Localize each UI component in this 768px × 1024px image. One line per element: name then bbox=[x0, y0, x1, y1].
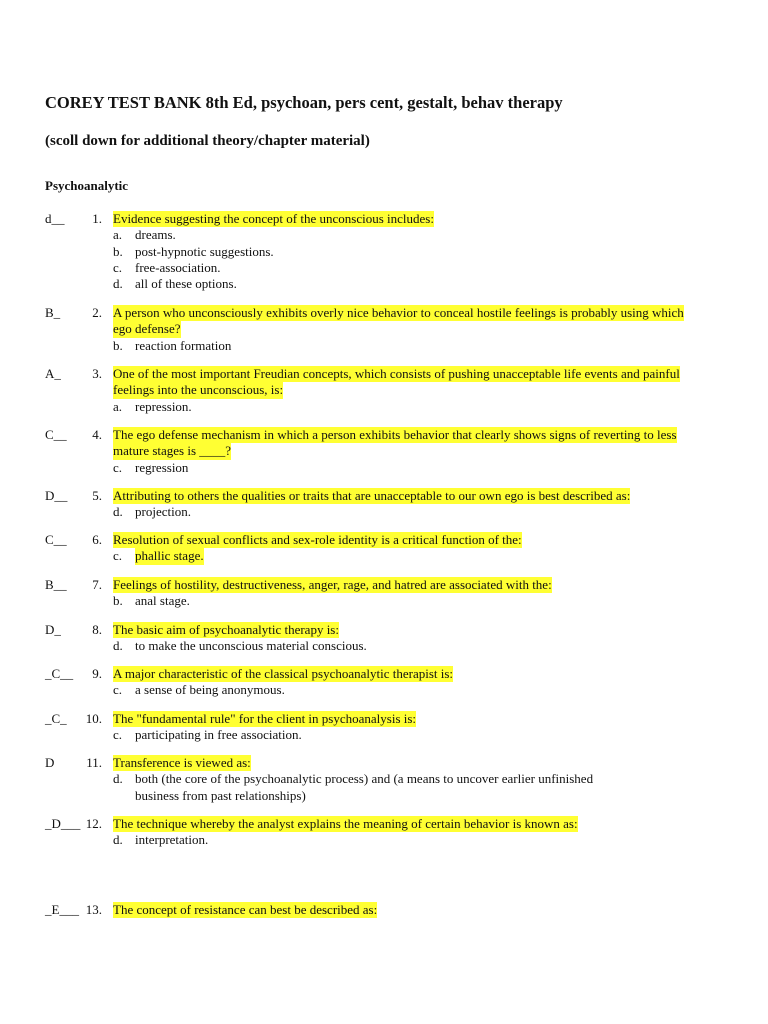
option-text: a sense of being anonymous. bbox=[135, 682, 285, 698]
option-letter: d. bbox=[113, 638, 123, 654]
question-text: A person who unconsciously exhibits overly nice behavior to conceal hostile feelings is probably using which bbox=[113, 305, 684, 320]
question-item bbox=[0, 622, 768, 655]
answer-option bbox=[0, 771, 768, 787]
option-letter: c. bbox=[113, 727, 123, 743]
question-item bbox=[0, 666, 768, 699]
answer-option bbox=[0, 727, 768, 743]
answer-option bbox=[0, 276, 768, 292]
question-text: The ego defense mechanism in which a person exhibits behavior that clearly shows signs of reverting to less bbox=[113, 427, 677, 442]
option-letter: d. bbox=[113, 832, 123, 848]
question-number: 9. bbox=[92, 666, 102, 681]
question-text: A major characteristic of the classical psychoanalytic therapist is: bbox=[113, 666, 454, 681]
answer-key: D_ bbox=[45, 622, 61, 637]
answer-key: d__ bbox=[45, 211, 65, 226]
question-line bbox=[0, 211, 768, 227]
answer-option bbox=[0, 260, 768, 276]
answer-option bbox=[0, 504, 768, 520]
option-letter: d. bbox=[113, 276, 123, 292]
question-text: ego defense? bbox=[113, 321, 181, 337]
question-number: 1. bbox=[92, 211, 102, 226]
question-text: The "fundamental rule" for the client in psychoanalysis is: bbox=[113, 711, 417, 726]
answer-option bbox=[0, 244, 768, 260]
option-letter: a. bbox=[113, 227, 123, 243]
question-item bbox=[0, 488, 768, 521]
option-letter: d. bbox=[113, 504, 123, 520]
question-line bbox=[0, 711, 768, 727]
answer-key: D bbox=[45, 755, 55, 770]
option-text: free-association. bbox=[135, 259, 221, 275]
answer-key: B__ bbox=[45, 577, 67, 592]
answer-key: C__ bbox=[45, 427, 67, 442]
document-subtitle: (scoll down for additional theory/chapter material) bbox=[45, 133, 370, 149]
question-number: 8. bbox=[92, 622, 102, 637]
question-number: 3. bbox=[92, 366, 102, 381]
answer-option bbox=[0, 338, 768, 354]
question-text: Evidence suggesting the concept of the unconscious includes: bbox=[113, 211, 434, 226]
answer-key: B_ bbox=[45, 305, 61, 320]
answer-option bbox=[0, 548, 768, 564]
question-text: Feelings of hostility, destructiveness, anger, rage, and hatred are associated with the: bbox=[113, 577, 552, 592]
option-text: projection. bbox=[135, 504, 191, 520]
question-text: feelings into the unconscious, is: bbox=[113, 382, 284, 398]
option-text: participating in free association. bbox=[135, 727, 302, 743]
answer-option bbox=[0, 638, 768, 654]
answer-key: _C_ bbox=[45, 711, 67, 726]
question-number: 2. bbox=[92, 305, 102, 320]
question-text: The technique whereby the analyst explains the meaning of certain behavior is known as: bbox=[113, 816, 578, 831]
question-item bbox=[0, 755, 768, 804]
option-letter: a. bbox=[113, 398, 123, 414]
question-number: 4. bbox=[92, 427, 102, 442]
option-letter: c. bbox=[113, 548, 123, 564]
question-line bbox=[0, 427, 768, 443]
answer-key: D__ bbox=[45, 488, 68, 503]
question-text: The concept of resistance can best be described as: bbox=[113, 902, 378, 917]
option-letter: c. bbox=[113, 459, 123, 475]
answer-key: C__ bbox=[45, 532, 67, 547]
option-text: dreams. bbox=[135, 227, 176, 243]
document-title: COREY TEST BANK 8th Ed, psychoan, pers cent, gestalt, behav therapy bbox=[45, 93, 563, 112]
question-text: Resolution of sexual conflicts and sex-role identity is a critical function of the: bbox=[113, 532, 522, 547]
question-number: 6. bbox=[92, 532, 102, 547]
answer-option bbox=[0, 832, 768, 848]
answer-option bbox=[0, 788, 768, 804]
question-line bbox=[0, 666, 768, 682]
question-line bbox=[0, 443, 768, 459]
answer-option bbox=[0, 593, 768, 609]
answer-option bbox=[0, 399, 768, 415]
answer-key: _C__ bbox=[45, 666, 74, 681]
option-text: reaction formation bbox=[135, 337, 232, 353]
question-number: 12. bbox=[85, 816, 102, 831]
answer-key: _E___ bbox=[45, 902, 79, 917]
option-text: both (the core of the psychoanalytic process) and (a means to uncover earlier unfinished bbox=[135, 771, 594, 787]
question-text: mature stages is ____? bbox=[113, 443, 232, 459]
option-text: business from past relationships) bbox=[135, 787, 306, 803]
option-text: repression. bbox=[135, 398, 192, 414]
option-letter: c. bbox=[113, 259, 123, 275]
answer-option bbox=[0, 682, 768, 698]
answer-key: _D___ bbox=[45, 816, 81, 831]
question-item bbox=[0, 816, 768, 849]
question-line bbox=[0, 382, 768, 398]
option-text: to make the unconscious material conscious. bbox=[135, 638, 367, 654]
question-item bbox=[0, 711, 768, 744]
question-item bbox=[0, 305, 768, 354]
question-line bbox=[0, 321, 768, 337]
question-item bbox=[0, 532, 768, 565]
option-text: phallic stage. bbox=[135, 548, 204, 564]
question-number: 13. bbox=[85, 902, 102, 917]
question-line bbox=[0, 755, 768, 771]
question-text: The basic aim of psychoanalytic therapy is: bbox=[113, 622, 339, 637]
option-text: interpretation. bbox=[135, 832, 209, 848]
question-text: Transference is viewed as: bbox=[113, 755, 251, 770]
question-line bbox=[0, 366, 768, 382]
question-line bbox=[0, 622, 768, 638]
question-number: 5. bbox=[92, 488, 102, 503]
question-line bbox=[0, 305, 768, 321]
answer-option bbox=[0, 460, 768, 476]
question-item bbox=[0, 366, 768, 415]
question-line bbox=[0, 488, 768, 504]
question-text: Attributing to others the qualities or traits that are unacceptable to our own ego is best described as: bbox=[113, 488, 631, 503]
option-text: post-hypnotic suggestions. bbox=[135, 243, 274, 259]
option-letter: b. bbox=[113, 593, 123, 609]
question-item bbox=[0, 577, 768, 610]
question-number: 10. bbox=[85, 711, 102, 726]
question-number: 7. bbox=[92, 577, 102, 592]
question-line bbox=[0, 816, 768, 832]
option-letter: c. bbox=[113, 682, 123, 698]
answer-key: A_ bbox=[45, 366, 61, 381]
option-letter: b. bbox=[113, 337, 123, 353]
answer-option bbox=[0, 227, 768, 243]
option-text: regression bbox=[135, 459, 189, 475]
question-item bbox=[0, 211, 768, 292]
section-heading: Psychoanalytic bbox=[45, 178, 129, 193]
question-line bbox=[0, 902, 768, 918]
option-letter: d. bbox=[113, 771, 123, 787]
question-text: One of the most important Freudian concepts, which consists of pushing unacceptable life events and painful bbox=[113, 366, 680, 381]
question-item bbox=[0, 902, 768, 918]
question-number: 11. bbox=[86, 755, 102, 770]
option-letter: b. bbox=[113, 243, 123, 259]
question-item bbox=[0, 427, 768, 476]
option-text: all of these options. bbox=[135, 276, 237, 292]
question-line bbox=[0, 577, 768, 593]
question-line bbox=[0, 532, 768, 548]
option-text: anal stage. bbox=[135, 593, 190, 609]
